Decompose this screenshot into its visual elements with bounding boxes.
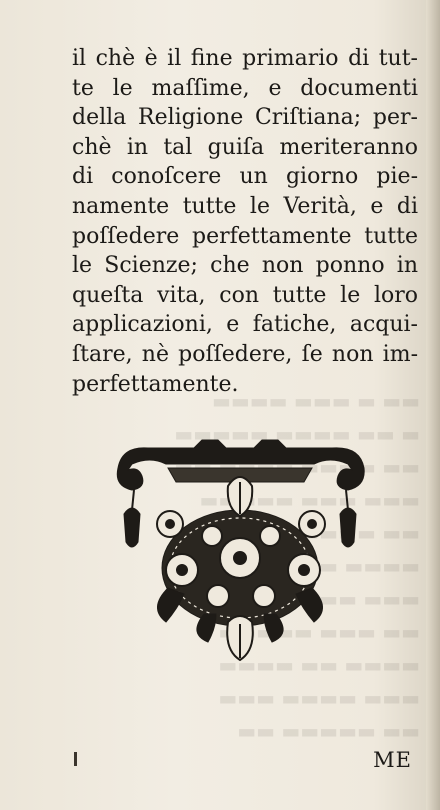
text-line: poſſedere perfettamente tutte <box>72 223 418 249</box>
show-through-text: ▬▬ ▬ ▬▬▬ ▬▬▬▬ ▬ ▬▬ ▬▬▬▬ ▬▬▬▬▬ ▬▬ ▬▬▬▬ ▬▬▬▬ ▬▬ ▬▬▬ ▬▬▬ ▬▬▬▬▬ ▬▬ ▬▬▬▬ ▬▬▬▬ ▬▬▬ ▬▬ ▬▬▬ ▬▬▬▬▬ ▬▬▬▬ ▬▬ ▬▬▬▬ ▬▬▬ ▬▬▬▬ ▬▬▬ ▬▬ ▬▬▬▬▬ ▬▬ <box>174 389 420 743</box>
margin-mark <box>74 752 77 766</box>
text-line: te le maſſime, e documenti <box>72 75 418 101</box>
text-line: le Scienze; che non ponno in <box>72 253 418 279</box>
text-line: di conoſcere un giorno pie- <box>72 164 418 190</box>
text-line: chè in tal guiſa meriteranno <box>72 134 418 160</box>
text-line: queſta vita, con tutte le loro <box>72 282 418 308</box>
text-line: applicazioni, e fatiche, acqui- <box>72 312 418 338</box>
floral-vase-ornament-icon <box>108 438 372 668</box>
page-edge <box>426 0 440 810</box>
text-line: della Religione Criſtiana; per- <box>72 105 418 131</box>
text-line: namente tutte le Verità, e di <box>72 193 418 219</box>
body-paragraph <box>72 44 418 399</box>
text-line: il chè è il fine primario di tut- <box>72 46 418 71</box>
text-line: perfettamente. <box>72 371 239 397</box>
catchword: ME <box>373 748 412 772</box>
text-line: ſtare, nè poſſedere, ſe non im- <box>72 341 418 367</box>
